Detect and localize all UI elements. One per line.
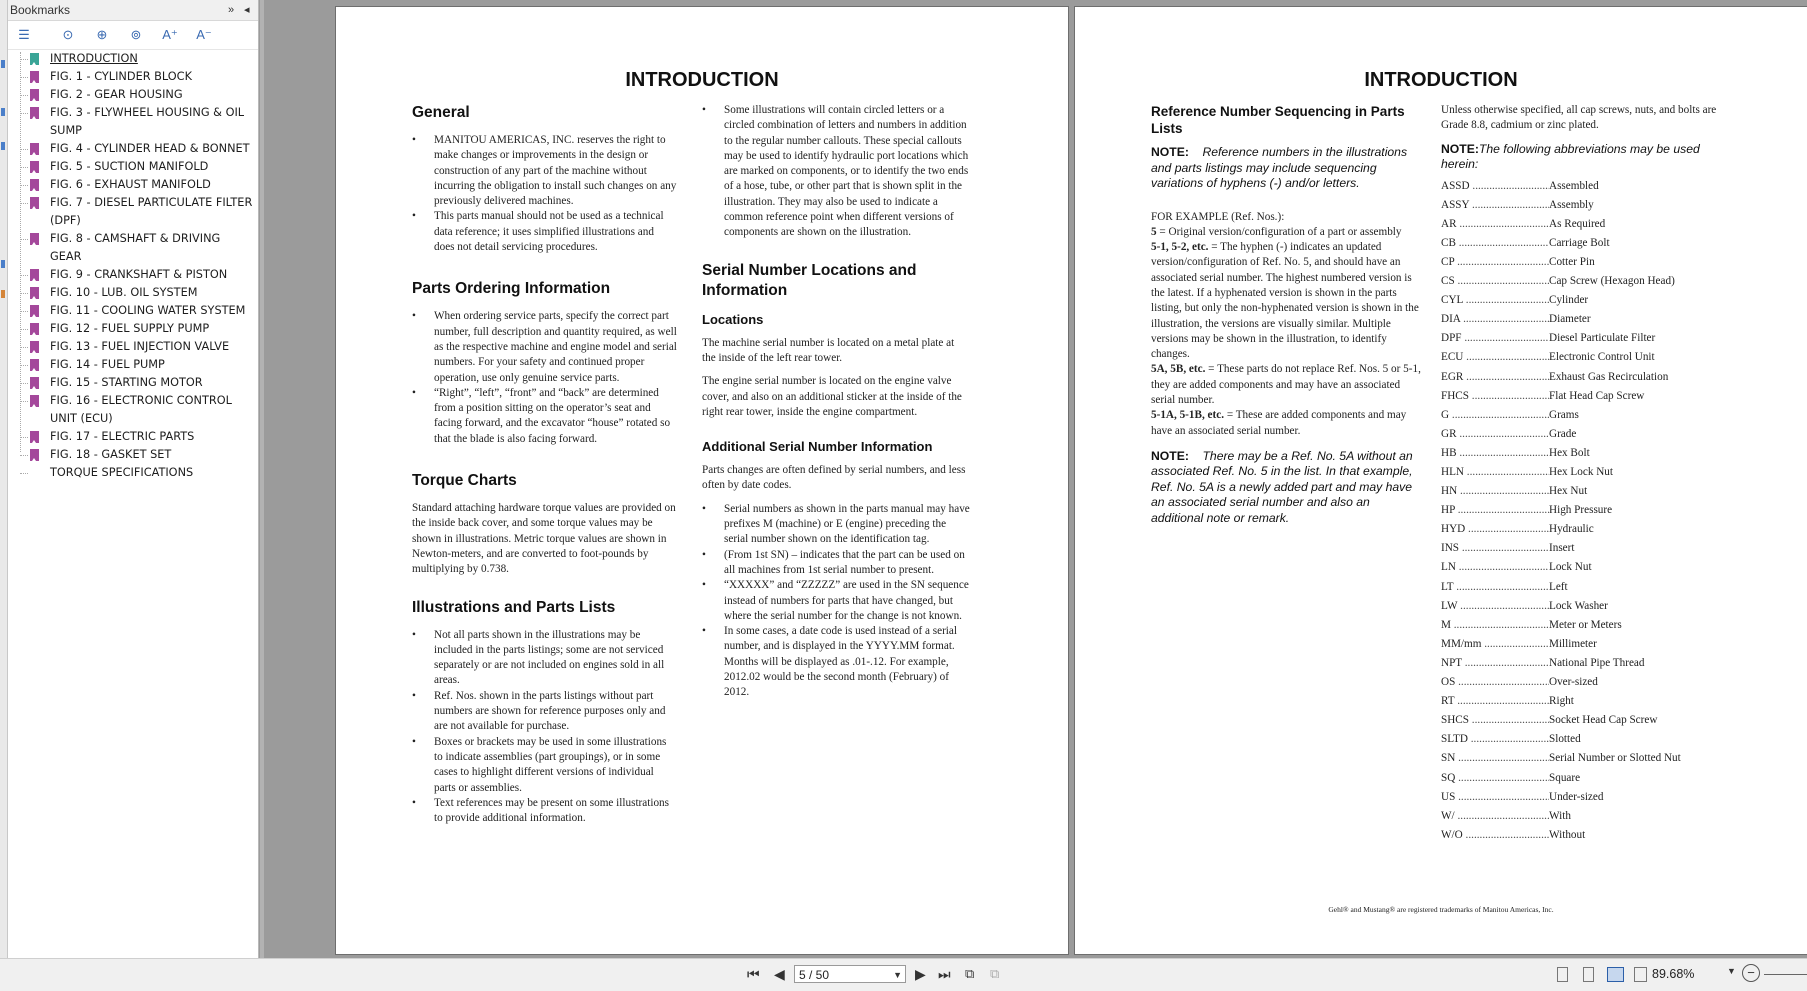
- ex-text: = Original version/configuration of a part or assembly: [1156, 225, 1402, 238]
- bookmark-icon: [30, 377, 39, 389]
- abbreviation-key: ASSD .....: [1441, 177, 1549, 196]
- abbreviation-key: SQ .....: [1441, 769, 1549, 788]
- example-1: [1151, 225, 1421, 240]
- continuous-view-icon[interactable]: [1583, 967, 1594, 982]
- abbreviation-key: EGR .....: [1441, 368, 1549, 387]
- add-bookmark-icon[interactable]: ⊕: [96, 27, 108, 42]
- ex-key: 5: [1151, 225, 1157, 238]
- ordering-heading: Parts Ordering Information: [412, 280, 611, 298]
- tree-connector: [20, 185, 28, 186]
- abbreviation-row: [1441, 673, 1721, 692]
- bookmark-icon: [30, 143, 39, 155]
- bookmark-label: FIG. 9 - CRANKSHAFT & PISTON: [50, 268, 228, 281]
- abbreviation-value: Electronic Control Unit: [1549, 351, 1655, 364]
- tree-connector: [20, 473, 28, 474]
- list-item: • (From 1st SN) – indicates that the part can be used on all machines from 1st serial number to present.: [702, 548, 970, 579]
- abbreviation-key: AR .....: [1441, 215, 1549, 234]
- bookmark-item[interactable]: [0, 68, 258, 86]
- zoom-out-icon[interactable]: −: [1742, 964, 1760, 982]
- abbreviation-value: Cap Screw (Hexagon Head): [1549, 275, 1675, 288]
- bookmark-label: INTRODUCTION: [50, 52, 138, 65]
- abbreviation-row: [1441, 387, 1721, 406]
- abbreviation-row: [1441, 329, 1721, 348]
- two-page-continuous-view-icon[interactable]: [1634, 967, 1647, 982]
- side-icon-strip: [0, 0, 8, 958]
- locations-p1: The machine serial number is located on a metal plate at the inside of the left rear tower.: [702, 336, 955, 364]
- abbreviation-key: ECU .....: [1441, 348, 1549, 367]
- abbreviation-value: Socket Head Cap Screw: [1549, 714, 1658, 727]
- abbreviation-value: Serial Number or Slotted Nut: [1549, 752, 1681, 765]
- bookmark-icon: [30, 161, 39, 173]
- panel-splitter[interactable]: [260, 0, 264, 958]
- abbreviation-row: [1441, 826, 1721, 845]
- abbreviation-row: [1441, 520, 1721, 539]
- abbreviation-key: CYL .....: [1441, 291, 1549, 310]
- abbreviation-value: Assembly: [1549, 198, 1594, 211]
- abbreviation-key: GR .....: [1441, 425, 1549, 444]
- abbreviation-value: Millimeter: [1549, 637, 1597, 650]
- abbreviation-value: Lock Washer: [1549, 599, 1608, 612]
- abbreviation-value: Hex Bolt: [1549, 446, 1590, 459]
- abbreviation-row: [1441, 501, 1721, 520]
- tree-connector: [20, 383, 28, 384]
- bookmark-label: TORQUE SPECIFICATIONS: [50, 466, 194, 479]
- abbreviation-key: M .....: [1441, 616, 1549, 635]
- abbreviation-key: HLN .....: [1441, 463, 1549, 482]
- bookmark-icon: [30, 449, 39, 461]
- abbreviation-row: [1441, 272, 1721, 291]
- abbreviation-value: Diesel Particulate Filter: [1549, 332, 1656, 345]
- bookmark-label: FIG. 4 - CYLINDER HEAD & BONNET: [50, 142, 250, 155]
- abbreviation-key: HP .....: [1441, 501, 1549, 520]
- abbreviation-row: [1441, 444, 1721, 463]
- torque-text: Standard attaching hardware torque values are provided on the inside back cover, and some torque values may be shown in illustrations. Metric torque values are shown in Newton-meters, and are converted to foot-pounds by multiplying by 0.738.: [412, 502, 676, 576]
- pdf-page-right: [1074, 6, 1807, 955]
- bookmark-label: FIG. 14 - FUEL PUMP: [50, 358, 165, 371]
- abbreviation-row: [1441, 635, 1721, 654]
- bookmark-icon: [30, 395, 39, 407]
- tree-connector: [20, 113, 28, 114]
- list-item: • In some cases, a date code is used instead of a serial number, and is displayed in the YYYY.MM format. Months will be displayed as .01-.12. For example, 2012.02 would be the second month (February) of 2012.: [702, 624, 970, 700]
- note-label: NOTE:: [1151, 448, 1189, 463]
- expand-bookmark-icon[interactable]: ⊙: [62, 27, 74, 42]
- page-number-value: 5 / 50: [799, 968, 830, 982]
- abbreviation-row: [1441, 749, 1721, 768]
- next-view-icon[interactable]: ⧉: [990, 966, 1000, 981]
- bookmark-label: FIG. 11 - COOLING WATER SYSTEM: [50, 304, 246, 317]
- abbreviation-row: [1441, 310, 1721, 329]
- bookmark-label: FIG. 16 - ELECTRONIC CONTROL UNIT (ECU): [50, 394, 232, 425]
- ex-key: 5A, 5B, etc.: [1151, 363, 1206, 376]
- abbreviation-key: CS .....: [1441, 272, 1549, 291]
- left-column: [1151, 103, 1421, 526]
- abbreviation-key: MM/mm .....: [1441, 635, 1549, 654]
- note-1-text: Reference numbers in the illustrations and parts listings may include sequencing variations of hyphens (-) and/or letters.: [1151, 145, 1408, 190]
- abbreviation-value: Left: [1549, 580, 1568, 593]
- example-2: [1151, 240, 1421, 362]
- abbreviation-key: SHCS .....: [1441, 711, 1549, 730]
- bookmark-icon: [30, 71, 39, 83]
- chevron-down-icon[interactable]: ▼: [893, 970, 902, 980]
- tree-connector: [20, 401, 28, 402]
- abbreviation-value: Grade: [1549, 427, 1577, 440]
- bookmark-item[interactable]: [0, 176, 258, 194]
- abbreviation-value: With: [1549, 809, 1571, 822]
- bookmark-item[interactable]: [0, 338, 258, 356]
- zoom-slider[interactable]: [1764, 974, 1807, 975]
- tree-connector: [20, 365, 28, 366]
- bookmark-label: FIG. 10 - LUB. OIL SYSTEM: [50, 286, 198, 299]
- abbreviation-value: Insert: [1549, 542, 1575, 555]
- expand-panel-icon[interactable]: »: [228, 4, 235, 16]
- abbreviation-key: LT .....: [1441, 578, 1549, 597]
- bookmark-icon: [30, 197, 39, 209]
- tree-connector: [20, 77, 28, 78]
- single-page-view-icon[interactable]: [1557, 967, 1568, 982]
- illustrations-heading: Illustrations and Parts Lists: [412, 598, 616, 616]
- abbreviation-value: As Required: [1549, 217, 1606, 230]
- bookmark-list: [0, 50, 258, 482]
- abbreviation-key: G .....: [1441, 406, 1549, 425]
- bookmark-label: FIG. 18 - GASKET SET: [50, 448, 172, 461]
- abbreviation-value: Flat Head Cap Screw: [1549, 389, 1645, 402]
- bookmarks-header: [0, 0, 258, 21]
- abbreviation-key: SLTD .....: [1441, 730, 1549, 749]
- tree-connector: [20, 437, 28, 438]
- list-item: • Some illustrations will contain circled letters or a circled combination of letters and numbers in addition to the regular number callouts. These special callouts may be used to identify hydraulic port locations which are marked on components, or to identify the two ends of a hose, tube, or other part that is shown split in the illustration. They may also be used to indicate a common reference point when different versions of components are shown on the illustration.: [702, 103, 970, 241]
- abbreviation-value: Hex Lock Nut: [1549, 466, 1614, 478]
- general-list: [412, 133, 677, 255]
- bookmark-icon: [30, 305, 39, 317]
- abbreviation-value: Under-sized: [1549, 790, 1604, 803]
- bookmarks-title: Bookmarks: [10, 3, 71, 17]
- abbreviation-row: [1441, 616, 1721, 635]
- bookmark-icon: [30, 431, 39, 443]
- abbreviation-value: Cylinder: [1549, 294, 1589, 307]
- bookmark-icon: [30, 341, 39, 353]
- callouts-list: [702, 103, 970, 241]
- abbreviation-key: US .....: [1441, 788, 1549, 807]
- abbreviation-row: [1441, 692, 1721, 711]
- bookmark-item[interactable]: [0, 104, 255, 140]
- abbreviation-value: Grams: [1549, 408, 1579, 421]
- tree-connector: [20, 311, 28, 312]
- tree-connector: [20, 293, 28, 294]
- abbreviation-key: NPT .....: [1441, 654, 1549, 673]
- chevron-down-icon[interactable]: ▼: [1727, 966, 1736, 976]
- abbreviation-row: [1441, 348, 1721, 367]
- abbreviation-row: [1441, 597, 1721, 616]
- additional-text: Parts changes are often defined by serial numbers, and less often by date codes.: [702, 464, 966, 492]
- zoom-level[interactable]: 89.68%: [1652, 967, 1695, 981]
- tree-connector: [20, 59, 28, 60]
- general-heading: General: [412, 104, 470, 121]
- tree-connector: [20, 347, 28, 348]
- abbreviation-value: Assembled: [1549, 179, 1599, 192]
- abbreviation-row: [1441, 291, 1721, 310]
- abbreviation-row: [1441, 463, 1721, 482]
- page-title: INTRODUCTION: [1364, 69, 1518, 91]
- abbreviation-value: High Pressure: [1549, 504, 1613, 517]
- abbr-note-text: The following abbreviations may be used herein:: [1441, 141, 1700, 172]
- abbreviation-key: W/ .....: [1441, 807, 1549, 826]
- collapse-panel-icon[interactable]: ◂: [244, 4, 250, 16]
- abbreviation-row: [1441, 558, 1721, 577]
- pdf-page-left: [335, 6, 1069, 955]
- abbreviation-row: [1441, 730, 1721, 749]
- grade-text: Unless otherwise specified, all cap screws, nuts, and bolts are Grade 8.8, cadmium or zinc plated.: [1441, 104, 1717, 132]
- bookmark-icon: [30, 53, 39, 65]
- previous-view-icon[interactable]: ⧉: [965, 966, 975, 981]
- abbreviation-key: RT .....: [1441, 692, 1549, 711]
- right-column: [1441, 103, 1721, 845]
- note-2-text: There may be a Ref. No. 5A without an associated Ref. No. 5 in the list. In that example, Ref. No. 5A is a newly added part and may have an associated serial number and also an additional note or remark.: [1151, 448, 1413, 525]
- abbreviation-key: DPF .....: [1441, 329, 1549, 348]
- list-item: • Boxes or brackets may be used in some illustrations to indicate assemblies (part groupings), or in some cases to highlight different versions of individual parts or assemblies.: [412, 735, 677, 796]
- illustrations-list: [412, 628, 677, 827]
- bookmark-label: FIG. 6 - EXHAUST MANIFOLD: [50, 178, 211, 191]
- list-item: • “Right”, “left”, “front” and “back” are determined from a position sitting on the operator’s seat and facing forward, and the excavator “house” rotated so that the blade is also facing forward.: [412, 386, 677, 447]
- bookmark-icon: [30, 287, 39, 299]
- abbreviation-row: [1441, 368, 1721, 387]
- bookmarks-toolbar: [0, 21, 258, 50]
- abbreviation-row: [1441, 482, 1721, 501]
- abbreviation-row: [1441, 807, 1721, 826]
- example-3: [1151, 362, 1421, 408]
- additional-heading: Additional Serial Number Information: [702, 439, 933, 455]
- ordering-list: [412, 309, 677, 447]
- bookmark-item[interactable]: [0, 194, 255, 230]
- torque-heading: Torque Charts: [412, 472, 517, 490]
- abbreviation-key: HYD .....: [1441, 520, 1549, 539]
- abbreviation-row: [1441, 406, 1721, 425]
- bookmark-label: FIG. 2 - GEAR HOUSING: [50, 88, 183, 101]
- abbreviation-row: [1441, 177, 1721, 196]
- ex-key: 5-1, 5-2, etc.: [1151, 241, 1209, 254]
- last-page-icon[interactable]: ⏭: [938, 966, 951, 982]
- note-label: NOTE:: [1441, 141, 1479, 156]
- bookmark-icon: [30, 359, 39, 371]
- bookmark-label: FIG. 13 - FUEL INJECTION VALVE: [50, 340, 230, 353]
- abbreviation-row: [1441, 539, 1721, 558]
- bookmarks-panel: [0, 0, 259, 958]
- bookmark-item[interactable]: [0, 86, 258, 104]
- bookmark-label: FIG. 3 - FLYWHEEL HOUSING & OIL SUMP: [50, 106, 245, 137]
- bookmark-item[interactable]: [0, 320, 258, 338]
- page-title: INTRODUCTION: [625, 69, 779, 91]
- list-item: • This parts manual should not be used as a technical data reference; it uses simplified illustrations and does not detail servicing procedures.: [412, 209, 677, 255]
- list-item: • MANITOU AMERICAS, INC. reserves the right to make changes or improvements in the design or construction of any part of the machine without incurring the obligation to install such changes on any previously delivered machines.: [412, 133, 677, 209]
- list-item: • Ref. Nos. shown in the parts listings without part numbers are shown for reference purposes only and are not available for purchase.: [412, 689, 677, 735]
- bookmark-icon: [30, 233, 39, 245]
- first-page-icon[interactable]: ⏮: [747, 966, 760, 982]
- example-4: [1151, 408, 1421, 439]
- tree-connector: [20, 95, 28, 96]
- bookmark-options-icon[interactable]: ☰: [18, 27, 30, 42]
- note-label: NOTE:: [1151, 145, 1189, 159]
- abbreviation-row: [1441, 196, 1721, 215]
- abbreviation-key: HN .....: [1441, 482, 1549, 501]
- bookmark-item[interactable]: [0, 158, 258, 176]
- locations-p2: The engine serial number is located on the engine valve cover, and also on an additional sticker at the inside of the right rear tower, inside the engine compartment.: [702, 375, 962, 418]
- ex-key: 5-1A, 5-1B, etc.: [1151, 409, 1225, 422]
- bookmark-label: FIG. 12 - FUEL SUPPLY PUMP: [50, 322, 210, 335]
- abbreviation-row: [1441, 654, 1721, 673]
- bookmark-item[interactable]: [0, 374, 258, 392]
- abbreviation-value: Slotted: [1549, 733, 1581, 746]
- ex-text: = These are added components and may have an associated serial number.: [1151, 409, 1407, 437]
- ref-heading: Reference Number Sequencing in Parts Lists: [1151, 104, 1405, 136]
- abbreviation-key: OS .....: [1441, 673, 1549, 692]
- abbreviation-value: Over-sized: [1549, 676, 1598, 689]
- bookmark-icon: [30, 323, 39, 335]
- list-item: • Serial numbers as shown in the parts manual may have prefixes M (machine) or E (engine) preceding the serial number shown on the identification tag.: [702, 502, 970, 548]
- abbreviation-value: National Pipe Thread: [1549, 656, 1645, 669]
- serial-heading: Serial Number Locations and Information: [702, 261, 917, 299]
- tree-connector: [20, 455, 28, 456]
- bookmark-item[interactable]: [0, 140, 255, 158]
- bookmark-icon: [30, 179, 39, 191]
- abbreviation-key: CP .....: [1441, 253, 1549, 272]
- note-1: [1151, 145, 1421, 192]
- abbreviation-value: Cotter Pin: [1549, 255, 1595, 268]
- bookmark-label: FIG. 5 - SUCTION MANIFOLD: [50, 160, 209, 173]
- abbreviation-key: FHCS .....: [1441, 387, 1549, 406]
- tree-connector: [20, 275, 28, 276]
- abbreviation-value: Exhaust Gas Recirculation: [1549, 370, 1669, 383]
- bookmark-label: FIG. 15 - STARTING MOTOR: [50, 376, 203, 389]
- bookmark-item[interactable]: [0, 266, 258, 284]
- abbreviation-key: SN .....: [1441, 749, 1549, 768]
- abbreviation-key: HB .....: [1441, 444, 1549, 463]
- increase-font-icon[interactable]: A⁺: [162, 27, 178, 42]
- abbreviation-key: LN .....: [1441, 558, 1549, 577]
- bookmark-item[interactable]: [0, 302, 258, 320]
- previous-page-icon[interactable]: ◀: [774, 966, 785, 982]
- bookmark-item[interactable]: [0, 356, 258, 374]
- abbreviation-row: [1441, 769, 1721, 788]
- two-page-view-icon[interactable]: [1607, 967, 1624, 982]
- abbreviation-key: DIA .....: [1441, 310, 1549, 329]
- bookmark-icon: [30, 269, 39, 281]
- abbreviation-value: Without: [1549, 828, 1586, 841]
- abbreviation-value: Hydraulic: [1549, 523, 1594, 536]
- bookmark-icon: [30, 107, 39, 119]
- tree-connector: [20, 167, 28, 168]
- tree-connector: [20, 239, 28, 240]
- bookmark-item[interactable]: [0, 446, 258, 464]
- abbreviation-key: W/O .....: [1441, 826, 1549, 845]
- bookmark-label: FIG. 8 - CAMSHAFT & DRIVING GEAR: [50, 232, 221, 263]
- abbreviation-value: Lock Nut: [1549, 561, 1592, 574]
- abbreviation-row: [1441, 711, 1721, 730]
- bookmark-item[interactable]: [0, 464, 258, 482]
- bookmark-item[interactable]: [0, 392, 255, 428]
- locations-heading: Locations: [702, 311, 764, 327]
- abbreviation-value: Right: [1549, 695, 1574, 708]
- abbreviation-row: [1441, 234, 1721, 253]
- ex-text: = The hyphen (-) indicates an updated version/configuration of Ref. No. 5, and should have an associated serial number. The highest numbered version is the latest. If a hyphenated version is shown in the parts listing, but only the non-hyphenated version is shown in the illustration, the versions are visually similar. Multiple versions may be shown in the illustration, to identify changes.: [1151, 241, 1419, 361]
- additional-list: [702, 502, 970, 701]
- list-item: • “XXXXX” and “ZZZZZ” are used in the SN sequence instead of numbers for parts that have changed, but where the serial number for the change is not known.: [702, 578, 970, 624]
- abbreviation-row: [1441, 253, 1721, 272]
- abbreviation-list: [1441, 177, 1721, 845]
- abbreviation-row: [1441, 788, 1721, 807]
- tree-connector: [20, 329, 28, 330]
- ex-text: = These parts do not replace Ref. Nos. 5 or 5-1, they are added components and may have an associated serial number.: [1151, 363, 1421, 407]
- abbreviation-row: [1441, 578, 1721, 597]
- abbreviation-value: Square: [1549, 771, 1581, 784]
- example-label: FOR EXAMPLE (Ref. Nos.):: [1151, 210, 1285, 223]
- bookmark-label: FIG. 17 - ELECTRIC PARTS: [50, 430, 195, 443]
- bookmark-item[interactable]: [0, 284, 258, 302]
- find-bookmark-icon[interactable]: ⊚: [130, 27, 142, 42]
- bookmark-item[interactable]: [0, 428, 258, 446]
- next-page-icon[interactable]: ▶: [915, 966, 926, 982]
- abbreviation-key: CB .....: [1441, 234, 1549, 253]
- right-column: [702, 103, 970, 701]
- note-2: [1151, 449, 1421, 527]
- bookmark-icon: [30, 89, 39, 101]
- list-item: • When ordering service parts, specify the correct part number, full description and quantity required, as well as the respective machine and engine model and serial numbers. For your safety and continued proper operation, use only genuine service parts.: [412, 309, 677, 385]
- abbreviation-row: [1441, 215, 1721, 234]
- abbreviation-value: Diameter: [1549, 313, 1591, 326]
- list-item: • Text references may be present on some illustrations to provide additional information.: [412, 796, 677, 827]
- bookmark-item[interactable]: [0, 50, 258, 68]
- bookmark-item[interactable]: [0, 230, 255, 266]
- abbreviation-value: Meter or Meters: [1549, 618, 1622, 631]
- bookmark-label: FIG. 1 - CYLINDER BLOCK: [50, 70, 192, 83]
- abbreviation-value: Hex Nut: [1549, 485, 1588, 498]
- decrease-font-icon[interactable]: A⁻: [196, 27, 212, 42]
- page-footer: Gehl® and Mustang® are registered trademarks of Manitou Americas, Inc.: [1328, 905, 1554, 914]
- abbreviation-key: ASSY .....: [1441, 196, 1549, 215]
- abbr-note: [1441, 142, 1721, 173]
- abbreviation-key: LW .....: [1441, 597, 1549, 616]
- list-item: • Not all parts shown in the illustrations may be included in the parts listings; some are not serviced separately or are not included on engines sold in all areas.: [412, 628, 677, 689]
- tree-connector: [20, 149, 28, 150]
- bottom-toolbar: [0, 958, 1807, 991]
- bookmark-label: FIG. 7 - DIESEL PARTICULATE FILTER (DPF): [50, 196, 253, 227]
- abbreviation-key: INS .....: [1441, 539, 1549, 558]
- page-number-input[interactable]: [794, 965, 906, 983]
- abbreviation-row: [1441, 425, 1721, 444]
- left-column: [412, 103, 677, 826]
- tree-connector: [20, 203, 28, 204]
- abbreviation-value: Carriage Bolt: [1549, 236, 1610, 249]
